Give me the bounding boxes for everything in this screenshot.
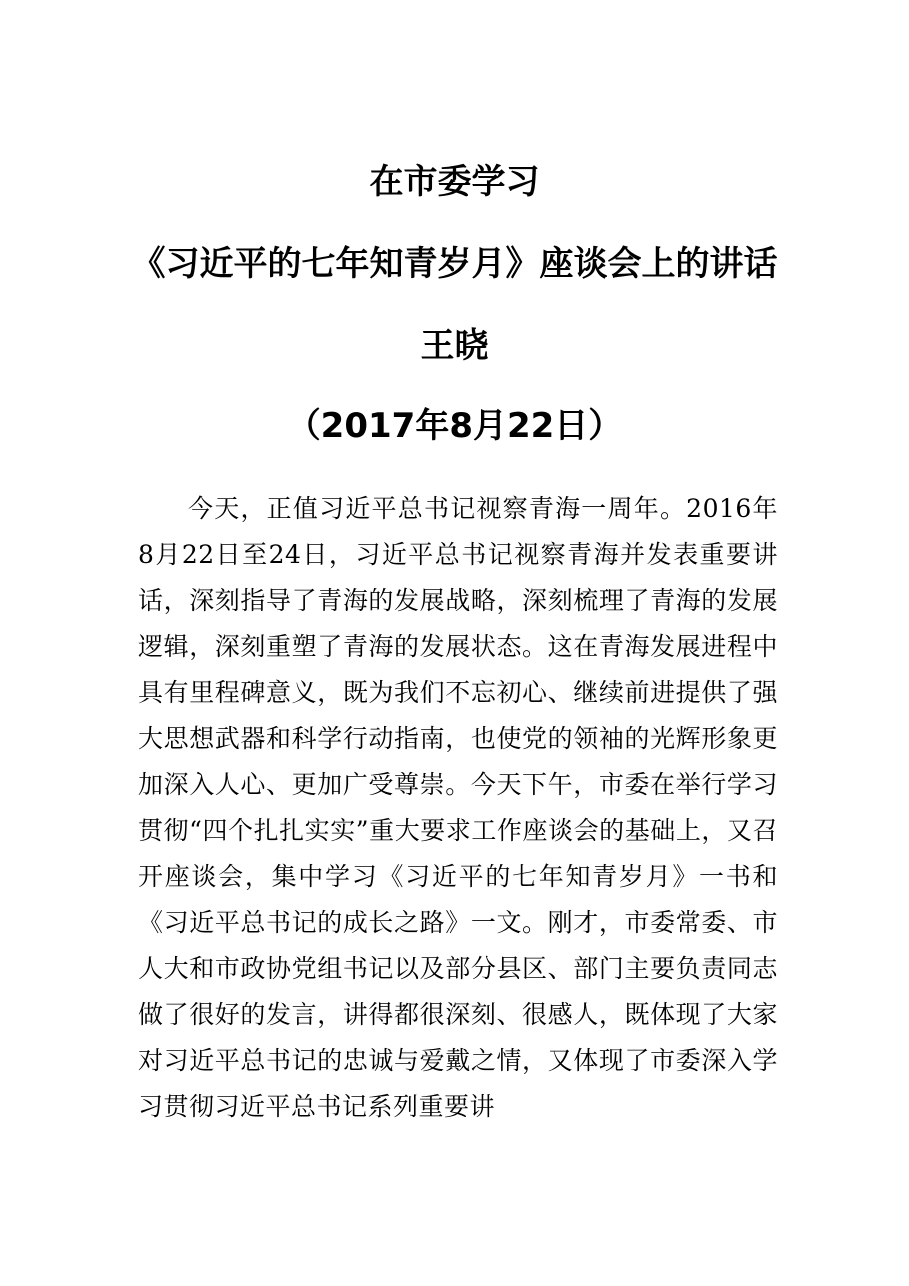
body-paragraph: 今天，正值习近平总书记视察青海一周年。2016年8月22日至24日，习近平总书记视察青海并发表重要讲话，深刻指导了青海的发展战略，深刻梳理了青海的发展逻辑，深刻重塑了青海的发展状态。这在青海发展进程中具有里程碑意义，既为我们不忘初心、继续前进提供了强大思想武器和科学行动指南，也使党的领袖的光辉形象更加深入人心、更加广受尊崇。今天下午，市委在举行学习贯彻“四个扎扎实实”重大要求工作座谈会的基础上，又召开座谈会，集中学习《习近平的七年知青岁月》一书和《习近平总书记的成长之路》一文。刚才，市委常委、市人大和市政协党组书记以及部分县区、部门主要负责同志做了很好的发言，讲得都很深刻、很感人，既体现了大家对习近平总书记的忠诚与爱戴之情，又体现了市委深入学习贯彻习近平总书记系列重要讲	[138, 494, 778, 1121]
document-date: （2017年8月22日）	[286, 406, 623, 446]
document-title-line-1: 在市委学习	[369, 162, 540, 202]
document-author: 王晓	[420, 326, 489, 366]
document-title-line-2: 《习近平的七年知青岁月》座谈会上的讲话	[131, 244, 778, 284]
